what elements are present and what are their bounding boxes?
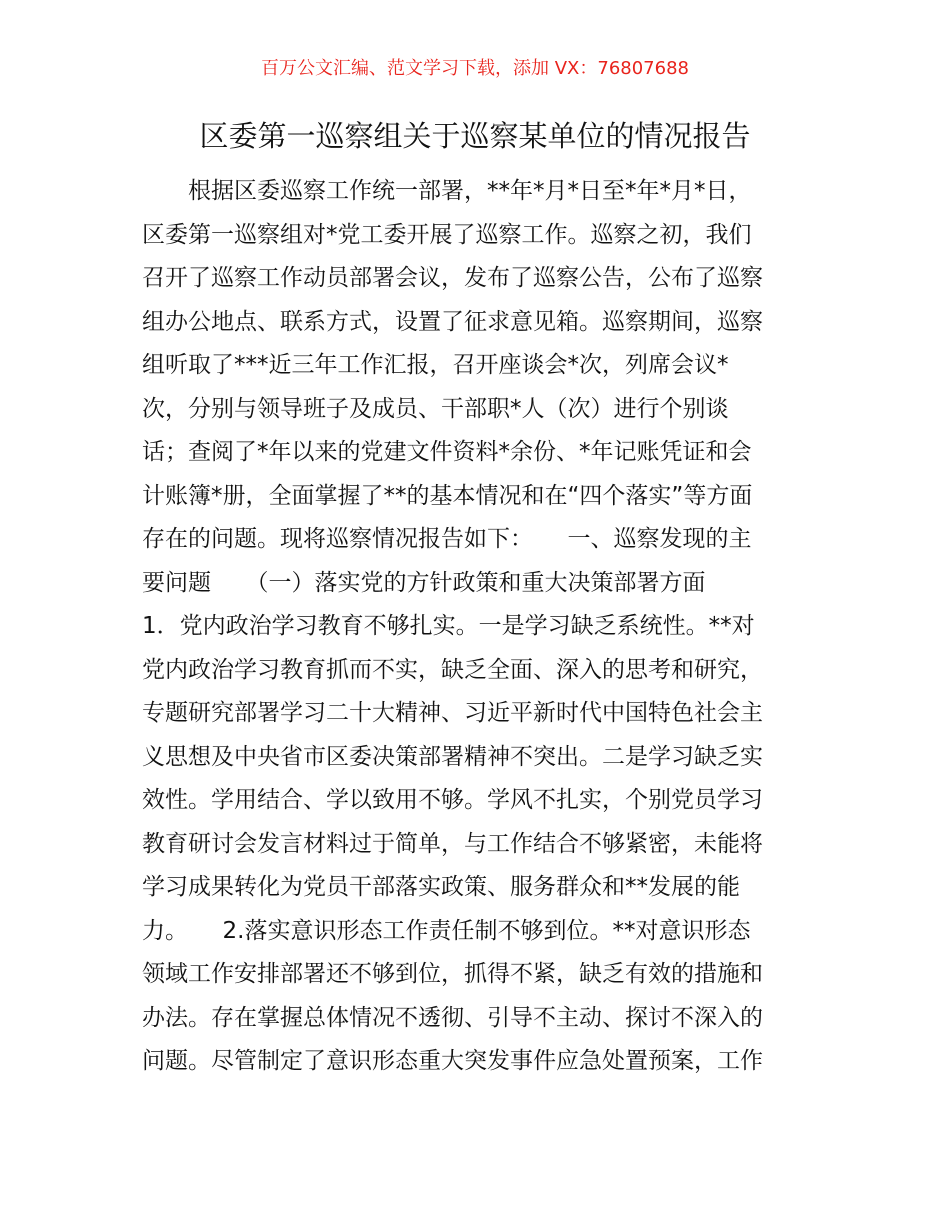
body-line: 话；查阅了*年以来的党建文件资料*余份、*年记账凭证和会 xyxy=(142,439,752,465)
body-line: 效性。学用结合、学以致用不够。学风不扎实，个别党员学习 xyxy=(142,787,763,813)
body-line: 要问题 （一）落实党的方针政策和重大决策部署方面 xyxy=(142,569,706,596)
body-line: 办法。存在掌握总体情况不透彻、引导不主动、探讨不深入的 xyxy=(142,1004,763,1031)
body-line: 组听取了***近三年工作汇报，召开座谈会*次，列席会议* xyxy=(142,352,729,378)
body-line: 召开了巡察工作动员部署会议，发布了巡察公告，公布了巡察 xyxy=(142,265,763,291)
header-banner: 百万公文汇编、范文学习下载，添加 VX：76807688 xyxy=(261,58,689,79)
body-line: 次，分别与领导班子及成员、干部职*人（次）进行个别谈 xyxy=(142,395,729,422)
body-line: 1．党内政治学习教育不够扎实。一是学习缺乏系统性。**对 xyxy=(142,613,755,639)
body-line: 存在的问题。现将巡察情况报告如下： 一、巡察发现的主 xyxy=(142,526,752,552)
body-line: 区委第一巡察组对*党工委开展了巡察工作。巡察之初，我们 xyxy=(142,221,752,248)
body-line: 教育研讨会发言材料过于简单，与工作结合不够紧密，未能将 xyxy=(142,830,763,857)
body-line: 义思想及中央省市区委决策部署精神不突出。二是学习缺乏实 xyxy=(142,743,763,770)
body-line: 计账簿*册，全面掌握了**的基本情况和在“四个落实”等方面 xyxy=(142,482,753,509)
body-line: 问题。尽管制定了意识形态重大突发事件应急处置预案，工作 xyxy=(142,1048,763,1074)
body-line: 党内政治学习教育抓而不实，缺乏全面、深入的思考和研究， xyxy=(142,656,763,683)
body-line: 根据区委巡察工作统一部署，**年*月*日至*年*月*日， xyxy=(188,178,752,204)
body-line: 组办公地点、联系方式，设置了征求意见箱。巡察期间，巡察 xyxy=(142,308,763,335)
document-body xyxy=(142,170,812,1084)
body-line: 力。 2.落实意识形态工作责任制不够到位。**对意识形态 xyxy=(142,917,751,944)
document-title: 区委第一巡察组关于巡察某单位的情况报告 xyxy=(199,119,751,153)
body-line: 学习成果转化为党员干部落实政策、服务群众和**发展的能 xyxy=(142,874,740,900)
body-line: 领域工作安排部署还不够到位，抓得不紧，缺乏有效的措施和 xyxy=(142,961,763,987)
body-line: 专题研究部署学习二十大精神、习近平新时代中国特色社会主 xyxy=(142,700,763,726)
